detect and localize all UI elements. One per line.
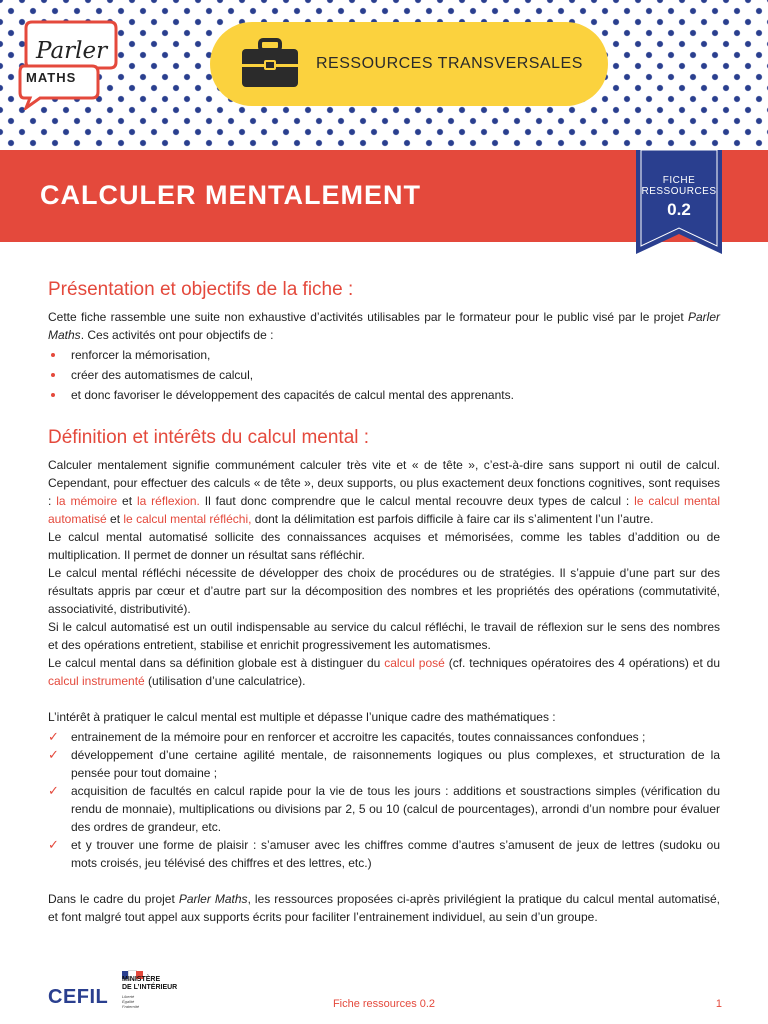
text: et [117,494,137,508]
text: (utilisation d’une calculatrice). [144,674,306,688]
objectives-list [48,346,720,404]
text: (cf. techniques opératoires des 4 opérations) et du [444,656,721,670]
checkmark-icon: ✓ [48,747,59,762]
briefcase-icon [240,38,300,90]
parler-maths-logo [18,18,122,110]
motto-liberte: Liberté [122,994,135,999]
motto-egalite: Égalité [122,999,135,1004]
list-item-text: développement d’une certaine agilité mentale, de raisonnements logiques ou plus complexes, et structuration de la pensée pour tout domaine ; [71,748,720,780]
intro-text: Cette fiche rassemble une suite non exhaustive d’activités utilisables par le formateur pour le public visé par le projet [48,310,688,324]
highlight-calcul-instrumente: calcul instrumenté [48,674,145,688]
paragraph-distinction [48,654,720,690]
logo-word-parler: Parler [36,38,108,64]
highlight-reflexion: la réflexion. [136,494,200,508]
text: Le calcul mental dans sa définition globale est à distinguer du [48,656,385,670]
list-item [48,746,720,782]
list-item: renforcer la mémorisation, [48,346,720,364]
ribbon-line-ressources: RESSOURCES [641,186,717,197]
intro-text-end: . Ces activités ont pour objectifs de : [80,328,274,342]
paragraph-reflechi: Le calcul mental réfléchi nécessite de développer des choix de procédures ou de stratégies. Il s’appuie d’une part sur des résultats appris par cœur et d’autre part sur la décomposition des nombres et les propriétés des opérations (commutativité, associativité, distributivité). [48,566,720,616]
category-pill [210,22,608,106]
cefil-logo: CEFIL [48,986,109,1008]
french-flag-icon [122,966,144,974]
document-body [48,278,720,926]
checkmark-icon: ✓ [48,837,59,852]
text: Calculer mentalement signifie communément calculer très vite et « de tête », c’est-à-dire sans support ni outil de calcul. Cependant, pour effectuer des calculs « de tête », deux supports, ou plus exactement deux fonctions cognitives, sont requises : [48,458,720,508]
intro-paragraph [48,308,720,344]
page-title: CALCULER MENTALEMENT [40,180,421,210]
list-item [48,782,720,836]
ribbon-number: 0.2 [667,200,691,219]
highlight-memoire: la mémoire [56,494,118,508]
list-item-text: entrainement de la mémoire pour en renforcer et accroitre les capacités, toutes connaissances confondues ; [71,730,646,744]
text: et [106,512,124,526]
paragraph-complementarity: Si le calcul automatisé est un outil indispensable au service du calcul réfléchi, le travail de réflexion sur le sens des nombres et des opérations entretient, stabilise et enrichit progressivement les automatismes. [48,620,720,652]
list-item-text: et y trouver une forme de plaisir : s’amuser avec les chiffres comme d’autres s’amusent de jeux de lettres (sudoku ou mots croisés, jeu télévisé des chiffres et des lettres, etc.) [71,838,720,870]
ministry-line1: MINISTÈRE [122,976,161,983]
section-heading-definition: Définition et intérêts du calcul mental : [48,427,370,448]
project-name: Parler Maths [178,892,248,906]
footer-label: Fiche ressources 0.2 [332,998,436,1010]
spacer [48,690,720,708]
ministry-logo [122,976,177,992]
benefits-list [48,728,720,872]
list-item [48,836,720,872]
republic-motto [122,994,139,1009]
fiche-ribbon [636,150,722,256]
page-number: 1 [715,998,722,1010]
ribbon-line-fiche: FICHE [662,175,696,186]
motto-fraternite: Fraternité [122,1004,140,1009]
text: Il faut donc comprendre que le calcul mental recouvre deux types de calcul : [199,494,635,508]
list-item: créer des automatismes de calcul, [48,366,720,384]
ministry-line2: DE L’INTÉRIEUR [122,984,178,991]
paragraph-automatise: Le calcul mental automatisé sollicite des connaissances acquises et mémorisées, comme les tables d’addition ou de multiplication. Il permet de donner un résultat sans réfléchir. [48,530,720,562]
paragraph-interest: L’intérêt à pratiquer le calcul mental est multiple et dépasse l’unique cadre des mathématiques : [48,710,556,724]
section-heading-presentation: Présentation et objectifs de la fiche : [48,279,354,300]
text: , les ressources proposées ci-après privilégient la pratique du calcul mental automatisé, et font malgré tout appel aux supports écrits pour faciliter l’entrainement individuel, au sein d’un groupe. [48,892,721,924]
speech-bubble-icon [18,18,122,110]
text: dont la délimitation est parfois difficile à faire car ils s’alimentent l’un l’autre. [251,512,654,526]
highlight-calcul-pose: calcul posé [384,656,445,670]
logo-word-maths: MATHS [26,70,77,85]
project-name: Parler Maths [48,310,720,342]
checkmark-icon: ✓ [48,783,59,798]
list-item-text: acquisition de facultés en calcul rapide pour la vie de tous les jours : additions et soustractions simples (vérification du rendu de monnaie), multiplications ou divisions par 2, 5 ou 10 (calcul de pourcentages), arrondi d’un nombre pour évaluer des ordres de grandeur, etc. [71,784,720,834]
checkmark-icon: ✓ [48,729,59,744]
footer-logos [48,964,198,1014]
paragraph-conclusion [48,890,720,926]
definition-paragraph [48,456,720,528]
text: Dans le cadre du projet [48,892,179,906]
category-label: RESSOURCES TRANSVERSALES [316,55,583,72]
highlight-calcul-automatise: le calcul mental automatisé [48,494,720,526]
list-item: et donc favoriser le développement des capacités de calcul mental des apprenants. [48,386,720,404]
list-item [48,728,720,746]
spacer [48,872,720,890]
highlight-calcul-reflechi: le calcul mental réfléchi, [123,512,252,526]
